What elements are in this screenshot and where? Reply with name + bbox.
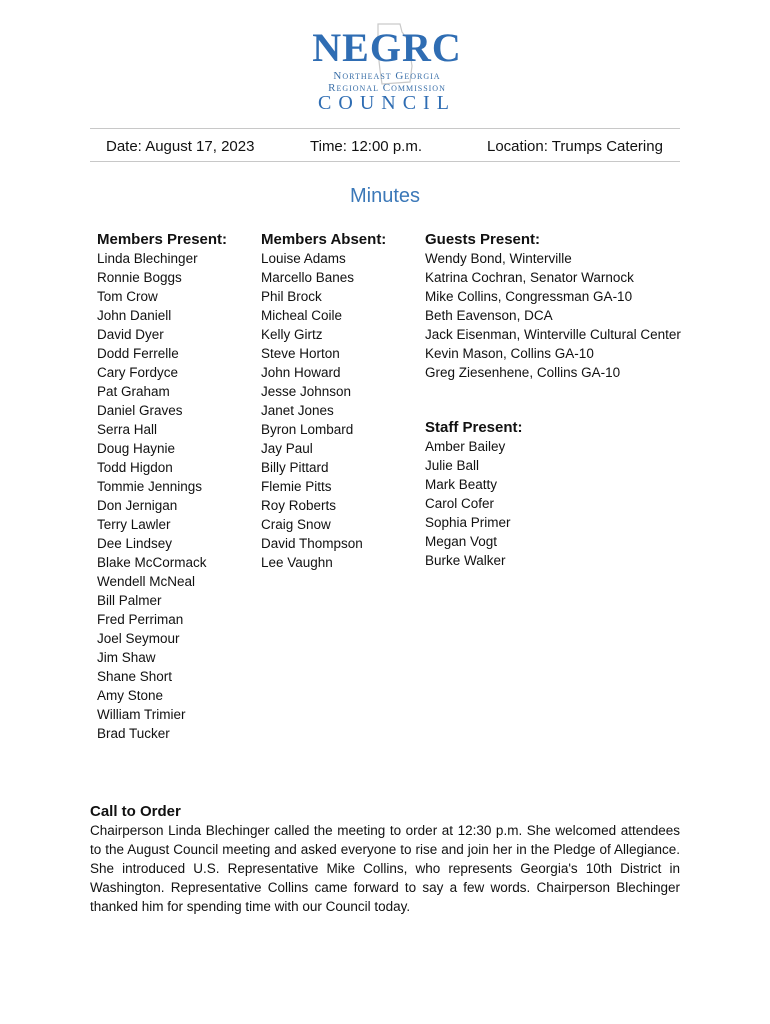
list-item: Bill Palmer xyxy=(97,593,162,608)
guests-present-list xyxy=(425,249,681,382)
list-item: Steve Horton xyxy=(261,346,340,361)
list-item: Doug Haynie xyxy=(97,441,176,456)
list-item: Byron Lombard xyxy=(261,422,354,437)
logo-council: COUNCIL xyxy=(318,92,456,114)
guests-present-column xyxy=(425,231,681,382)
logo-line-2: Regional Commission xyxy=(328,82,446,94)
list-item: Joel Seymour xyxy=(97,631,180,646)
members-present-column xyxy=(97,231,227,743)
list-item: Amy Stone xyxy=(97,688,164,703)
meeting-time: Time: 12:00 p.m. xyxy=(310,138,422,155)
list-item: Terry Lawler xyxy=(97,517,171,532)
list-item: David Thompson xyxy=(261,536,363,551)
list-item: Pat Graham xyxy=(97,384,170,399)
list-item: Todd Higdon xyxy=(97,460,173,475)
list-item: Fred Perriman xyxy=(97,612,184,627)
list-item: Megan Vogt xyxy=(425,534,498,549)
list-item: Burke Walker xyxy=(425,553,506,568)
list-item: Mike Collins, Congressman GA-10 xyxy=(425,289,633,304)
list-item: Tom Crow xyxy=(97,289,158,304)
header-divider-bottom xyxy=(90,161,680,162)
guests-present-heading: Guests Present: xyxy=(425,231,541,248)
members-absent-column xyxy=(261,231,386,572)
page-title: Minutes xyxy=(349,185,421,207)
list-item: Kelly Girtz xyxy=(261,327,323,342)
list-item: John Daniell xyxy=(97,308,172,323)
list-item: Greg Ziesenhene, Collins GA-10 xyxy=(425,365,621,380)
negrc-logo xyxy=(312,20,462,114)
call-to-order-heading: Call to Order xyxy=(90,803,181,820)
staff-present-heading: Staff Present: xyxy=(425,419,523,436)
list-item: Blake McCormack xyxy=(97,555,207,570)
list-item: Jesse Johnson xyxy=(261,384,352,399)
list-item: Jack Eisenman, Winterville Cultural Center xyxy=(425,327,681,342)
logo-line-1: Northeast Georgia xyxy=(333,70,441,82)
list-item: Cary Fordyce xyxy=(97,365,179,380)
list-item: Shane Short xyxy=(97,669,173,684)
list-item: Craig Snow xyxy=(261,517,331,532)
list-item: David Dyer xyxy=(97,327,164,342)
list-item: Linda Blechinger xyxy=(97,251,198,266)
list-item: Micheal Coile xyxy=(261,308,343,323)
list-item: Serra Hall xyxy=(97,422,158,437)
list-item: Katrina Cochran, Senator Warnock xyxy=(425,270,634,285)
list-item: Wendy Bond, Winterville xyxy=(425,251,572,266)
list-item: Dodd Ferrelle xyxy=(97,346,179,361)
call-to-order-text: Chairperson Linda Blechinger called the meeting to order at 12:30 p.m. She welcomed attendees to the August Council meeting and asked everyone to rise and join her in the Pledge of Allegiance. She introduced U.S. Representative Mike Collins, who represents Georgia's 10th District in Washington. Representative Collins came forward to say a few words. Chairperson Blechinger thanked him for spending time with our Council today. xyxy=(90,823,680,914)
members-absent-heading: Members Absent: xyxy=(261,231,387,248)
list-item: Mark Beatty xyxy=(425,477,498,492)
list-item: Wendell McNeal xyxy=(97,574,196,589)
header-divider-top xyxy=(90,128,680,129)
list-item: Sophia Primer xyxy=(425,515,511,530)
meeting-location: Location: Trumps Catering xyxy=(487,138,663,155)
list-item: Jay Paul xyxy=(261,441,313,456)
list-item: Julie Ball xyxy=(425,458,480,473)
list-item: Roy Roberts xyxy=(261,498,337,513)
staff-present-column xyxy=(425,419,523,570)
list-item: Lee Vaughn xyxy=(261,555,333,570)
list-item: Louise Adams xyxy=(261,251,346,266)
list-item: Don Jernigan xyxy=(97,498,178,513)
staff-present-list xyxy=(425,437,523,570)
list-item: Janet Jones xyxy=(261,403,334,418)
list-item: Marcello Banes xyxy=(261,270,355,285)
meeting-date: Date: August 17, 2023 xyxy=(106,138,255,155)
list-item: Kevin Mason, Collins GA-10 xyxy=(425,346,594,361)
list-item: Beth Eavenson, DCA xyxy=(425,308,553,323)
list-item: Phil Brock xyxy=(261,289,322,304)
list-item: Tommie Jennings xyxy=(97,479,203,494)
members-present-heading: Members Present: xyxy=(97,231,228,248)
list-item: Jim Shaw xyxy=(97,650,156,665)
list-item: Flemie Pitts xyxy=(261,479,332,494)
members-absent-list xyxy=(261,249,386,572)
list-item: Brad Tucker xyxy=(97,726,170,741)
logo-wordmark: NEGRC xyxy=(312,25,462,70)
members-present-list xyxy=(97,249,227,743)
list-item: Dee Lindsey xyxy=(97,536,173,551)
list-item: John Howard xyxy=(261,365,341,380)
list-item: Daniel Graves xyxy=(97,403,183,418)
list-item: William Trimier xyxy=(97,707,186,722)
list-item: Amber Bailey xyxy=(425,439,506,454)
list-item: Billy Pittard xyxy=(261,460,329,475)
list-item: Carol Cofer xyxy=(425,496,495,511)
list-item: Ronnie Boggs xyxy=(97,270,182,285)
